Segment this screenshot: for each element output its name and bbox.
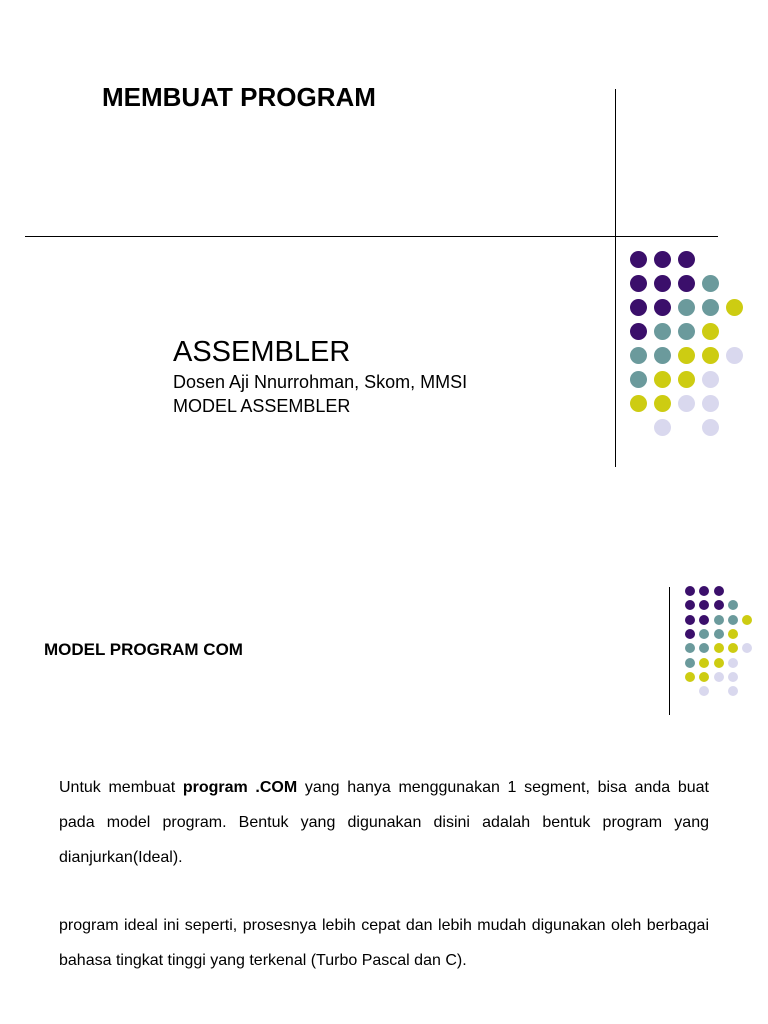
decorative-dot	[654, 395, 671, 412]
decorative-dot	[654, 371, 671, 388]
paragraph-bold-term: program .COM	[182, 779, 298, 796]
decorative-dot	[685, 615, 695, 625]
decorative-dot	[714, 643, 724, 653]
decorative-dot	[702, 371, 719, 388]
decorative-dot	[714, 658, 724, 668]
decorative-dot	[678, 275, 695, 292]
decorative-dot	[685, 658, 695, 668]
decorative-dot	[654, 299, 671, 316]
decorative-dot	[685, 672, 695, 682]
decorative-dot	[699, 615, 709, 625]
decorative-dot	[699, 643, 709, 653]
decorative-dot	[714, 600, 724, 610]
paragraph-text: yang hanya menggunakan 1 segment, bisa anda buat pada model program. Bentuk yang digunakan disini adalah bentuk program yang dianjurkan(Ideal).	[59, 779, 709, 866]
decorative-dot	[678, 299, 695, 316]
decorative-dot	[699, 686, 709, 696]
decorative-dot	[630, 371, 647, 388]
decorative-dot	[699, 586, 709, 596]
decorative-dot	[685, 600, 695, 610]
decorative-dot	[702, 323, 719, 340]
decorative-dot	[702, 299, 719, 316]
decorative-dot	[654, 275, 671, 292]
decorative-dot	[678, 323, 695, 340]
decorative-dot	[728, 686, 738, 696]
decorative-dot	[654, 347, 671, 364]
decorative-dot	[728, 658, 738, 668]
decorative-dot	[728, 600, 738, 610]
decorative-dot	[630, 347, 647, 364]
vertical-divider-small	[669, 587, 670, 715]
decorative-dot	[654, 419, 671, 436]
decorative-dot	[742, 643, 752, 653]
decorative-dot	[702, 275, 719, 292]
decorative-dot	[678, 395, 695, 412]
topic-line: MODEL ASSEMBLER	[173, 396, 351, 416]
section-title: MODEL PROGRAM COM	[44, 640, 243, 659]
decorative-dot	[630, 275, 647, 292]
subtitle-heading: ASSEMBLER	[173, 336, 351, 368]
decorative-dot	[728, 629, 738, 639]
decorative-dot	[630, 395, 647, 412]
decorative-dot	[714, 672, 724, 682]
decorative-dot	[678, 371, 695, 388]
paragraph-text: Untuk membuat	[59, 779, 183, 796]
decorative-dot	[726, 347, 743, 364]
decorative-dot	[702, 419, 719, 436]
decorative-dot	[702, 395, 719, 412]
decorative-dot	[685, 629, 695, 639]
decorative-dot	[685, 586, 695, 596]
decorative-dot	[685, 643, 695, 653]
decorative-dot	[630, 299, 647, 316]
decorative-dot	[702, 347, 719, 364]
decorative-dot	[742, 615, 752, 625]
decorative-dot	[654, 323, 671, 340]
decorative-dot	[699, 629, 709, 639]
decorative-dot	[699, 600, 709, 610]
lecturer-line: Dosen Aji Nnurrohman, Skom, MMSI	[173, 372, 468, 392]
decorative-dot	[714, 586, 724, 596]
slide-title: MEMBUAT PROGRAM	[102, 82, 376, 112]
decorative-dot	[728, 643, 738, 653]
subtitle-block	[173, 334, 467, 418]
vertical-divider	[615, 89, 616, 467]
decorative-dot	[678, 251, 695, 268]
decorative-dot	[630, 323, 647, 340]
decorative-dot	[714, 615, 724, 625]
decorative-dot	[678, 347, 695, 364]
body-paragraph-2: program ideal ini seperti, prosesnya lebih cepat dan lebih mudah digunakan oleh berbagai bahasa tingkat tinggi yang terkenal (Turbo Pascal dan C).	[59, 917, 709, 969]
body-paragraph-1	[59, 770, 709, 875]
decorative-dot	[714, 629, 724, 639]
decorative-dot	[654, 251, 671, 268]
decorative-dot	[699, 658, 709, 668]
decorative-dot	[630, 251, 647, 268]
decorative-dot	[726, 299, 743, 316]
decorative-dot	[699, 672, 709, 682]
decorative-dot	[728, 615, 738, 625]
decorative-dot	[728, 672, 738, 682]
